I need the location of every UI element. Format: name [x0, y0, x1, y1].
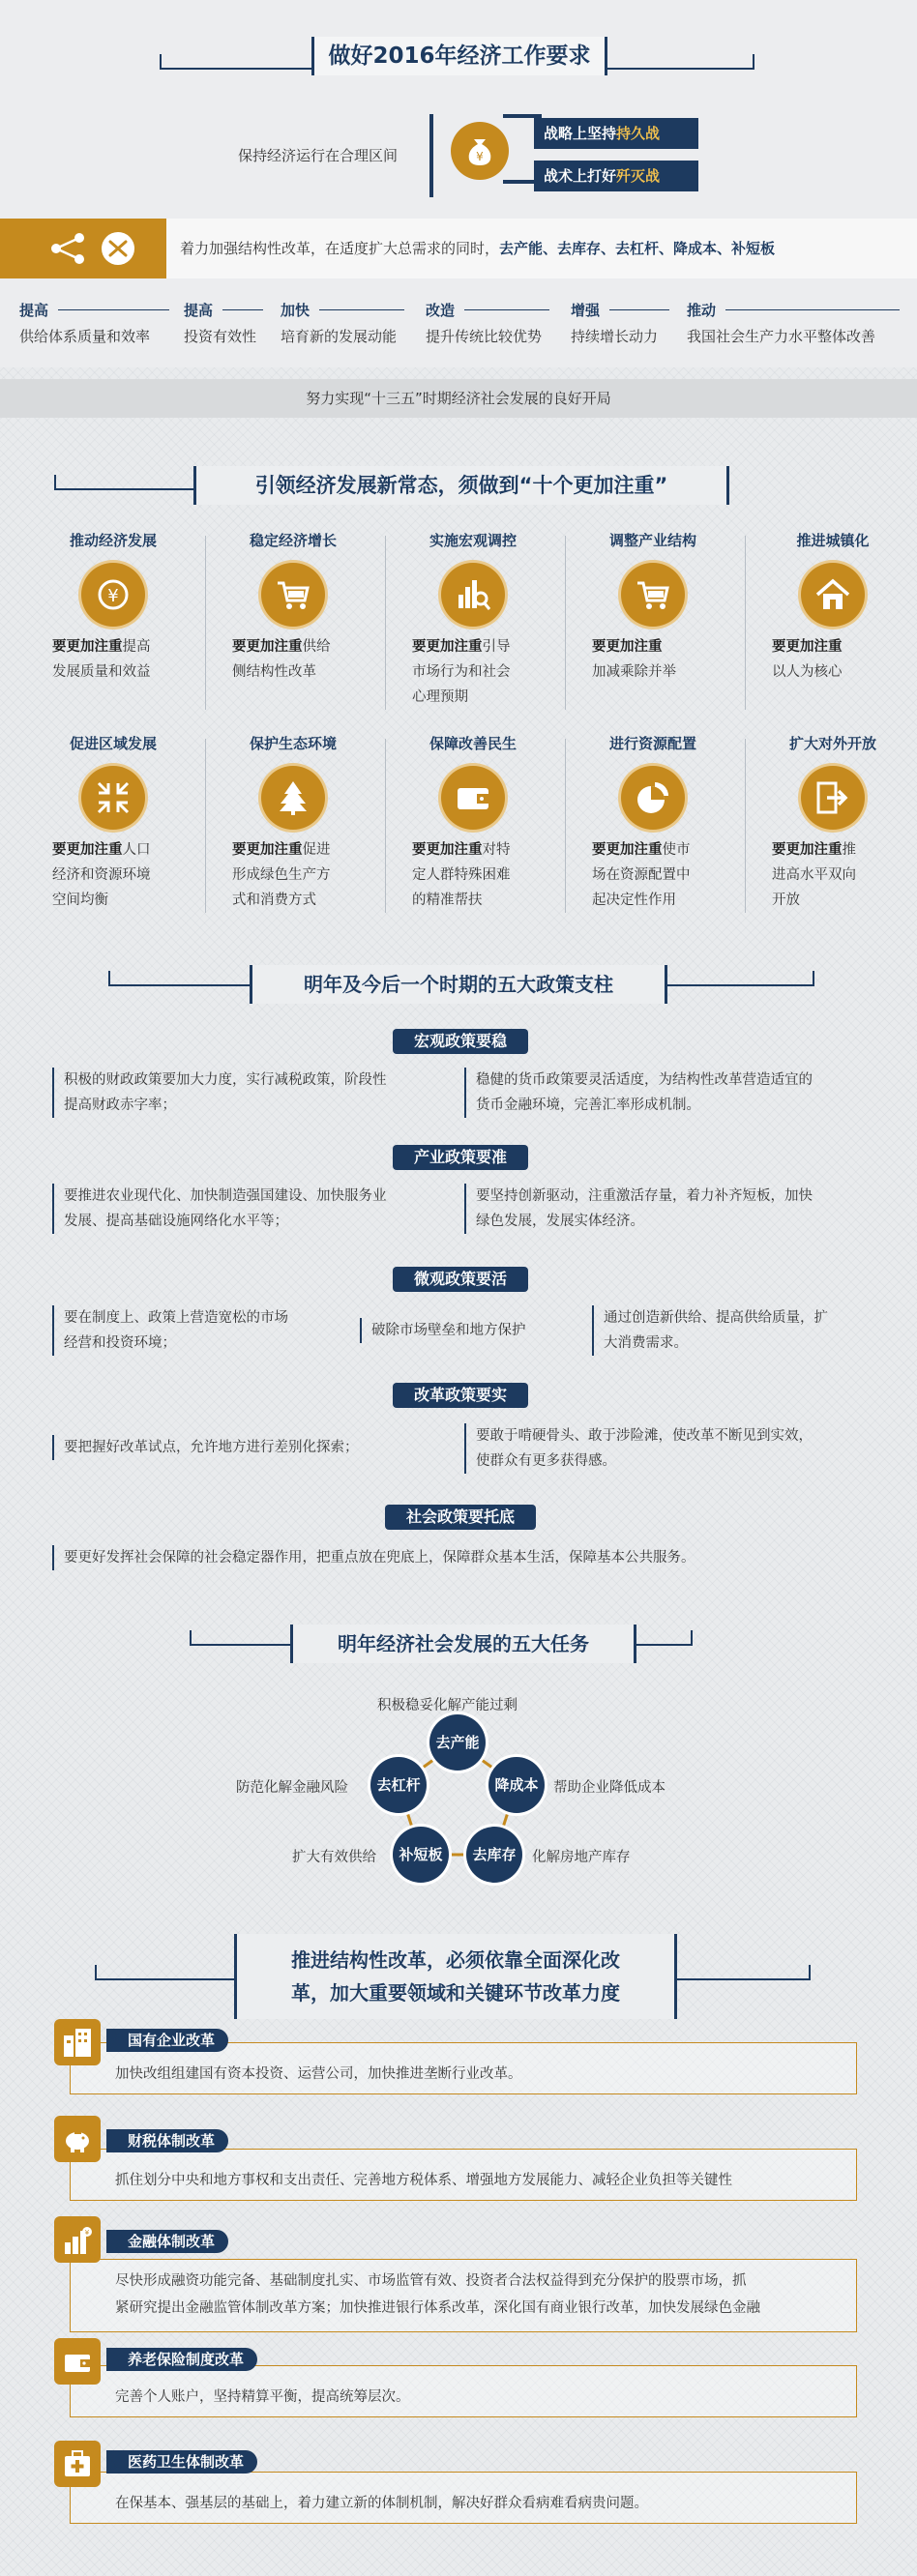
cart-icon: [261, 563, 325, 627]
header-frame-cap-right: [753, 54, 754, 68]
focus-label: 推动经济发展: [69, 532, 157, 549]
focus-desc: 要更加注重使市 场在资源配置中 起决定性作用: [592, 842, 691, 908]
column-divider: [385, 739, 386, 913]
reform-medical-box: 在保基本、强基层的基础上，着力建立新的体制机制，解决好群众看病难看病贵问题。: [70, 2472, 857, 2524]
pillar-micro-col-1: 要在制度上、政策上营造宽松的市场 经营和投资环境；: [52, 1305, 342, 1356]
goal-bar: 努力实现“十三五”时期经济社会发展的良好开局: [0, 379, 917, 418]
aim-item: 加快 培育新的发展动能: [281, 300, 397, 346]
focus-label: 促进区域发展: [69, 735, 157, 752]
yen-icon: [81, 563, 145, 627]
pillar-micro: 微观政策要活: [393, 1267, 528, 1292]
pillar-micro-col-3: 通过创造新供给、提高供给质量，扩 大消费需求。: [592, 1305, 873, 1356]
sec2-title: 明年及今后一个时期的五大政策支柱: [250, 965, 667, 1004]
medical-kit-icon: [54, 2441, 101, 2487]
column-divider: [745, 536, 746, 710]
wallet-icon: [441, 766, 505, 830]
bracket-bar: [429, 114, 433, 197]
sec1-title: 引领经济发展新常态，须做到“十个更加注重”: [193, 466, 729, 505]
task-label-cost: 帮助企业降低成本: [553, 1780, 666, 1796]
aim-item: 提高 投资有效性: [184, 300, 256, 346]
header-frame-cap-left: [160, 54, 162, 68]
pillar-social: 社会政策要托底: [385, 1505, 536, 1530]
focus-desc: 要更加注重 以人为核心: [772, 639, 843, 680]
focus-desc: 要更加注重人口 经济和资源环境 空间均衡: [52, 842, 151, 908]
piggy-bank-icon: [54, 2116, 101, 2162]
pie-icon: [621, 766, 685, 830]
column-divider: [565, 739, 566, 913]
money-bag-icon: [451, 122, 509, 180]
focus-desc: 要更加注重推 进高水平双向 开放: [772, 842, 856, 908]
column-divider: [565, 536, 566, 710]
focus-desc: 要更加注重 加减乘除并举: [592, 639, 676, 680]
reform-finance-box: 尽快形成融资功能完备、基础制度扎实、市场监管有效、投资者合法权益得到充分保护的股票市场，抓 紧研究提出金融监管体制改革方案；加快推进银行体系改革，深化国有商业银行改革，加快发展绿色金融: [70, 2259, 857, 2332]
task-label-shortboard: 扩大有效供给: [292, 1850, 376, 1865]
focus-label: 保护生态环境: [249, 735, 337, 752]
reform-finance-tag: 金融体制改革: [106, 2230, 228, 2253]
column-divider: [205, 536, 206, 710]
column-divider: [745, 739, 746, 913]
aim-item: 增强 持续增长动力: [571, 300, 658, 346]
pillar-micro-col-2: 破除市场壁垒和地方保护: [360, 1318, 575, 1343]
focus-label: 稳定经济增长: [249, 532, 337, 549]
share-tools-icon: [0, 219, 166, 278]
aims-row: [0, 300, 917, 348]
reform-pension-box: 完善个人账户，坚持精算平衡，提高统筹层次。: [70, 2365, 857, 2417]
task-node-shortboard: 补短板: [393, 1827, 449, 1883]
exit-arrow-icon: [801, 766, 865, 830]
house-icon: [801, 563, 865, 627]
focus-label: 保障改善民生: [429, 735, 517, 752]
coin-stack-icon: [54, 2216, 101, 2263]
aim-item: 推动 我国社会生产力水平整体改善: [687, 300, 875, 346]
column-divider: [385, 536, 386, 710]
svg-text:¥: ¥: [107, 586, 119, 606]
task-node-cost: 降成本: [488, 1757, 545, 1813]
column-divider: [205, 739, 206, 913]
pillar-social-col-1: 要更好发挥社会保障的社会稳定器作用，把重点放在兜底上，保障群众基本生活，保障基本公共服务。: [52, 1545, 871, 1570]
reform-fiscal-box: 抓住划分中央和地方事权和支出责任、完善地方税体系、增强地方发展能力、减轻企业负担等关键性: [70, 2149, 857, 2201]
task-label-inventory: 化解房地产库存: [532, 1850, 631, 1865]
focus-label: 调整产业结构: [608, 532, 696, 549]
pillar-macro-col-1: 积极的财政政策要加大力度，实行减税政策，阶段性 提高财政赤字率；: [52, 1068, 449, 1118]
svg-text:¥: ¥: [84, 2229, 90, 2237]
task-node-inventory: 去库存: [466, 1827, 522, 1883]
sec4-frame-cap-right: [809, 1965, 811, 1978]
task-top-label: 积极稳妥化解产能过剩: [377, 1698, 518, 1713]
wallet-icon: [54, 2338, 101, 2385]
banner-text: 着力加强结构性改革，在适度扩大总需求的同时，去产能、去库存、去杠杆、降成本、补短板: [180, 240, 776, 257]
reform-medical-tag: 医药卫生体制改革: [106, 2450, 257, 2474]
focus-desc: 要更加注重提高 发展质量和效益: [52, 639, 151, 680]
pillar-macro-col-2: 稳健的货币政策要灵活适度，为结构性改革营造适宜的 货币金融环境，完善汇率形成机制。: [464, 1068, 871, 1118]
task-node-leverage: 去杠杆: [370, 1757, 427, 1813]
focus-desc: 要更加注重供给 侧结构性改革: [232, 639, 331, 680]
sec3-frame-cap-right: [691, 1630, 693, 1644]
focus-label: 扩大对外开放: [788, 735, 876, 752]
sec2-frame-cap-right: [813, 971, 814, 984]
sec1-frame-cap-left: [54, 475, 56, 488]
cart-icon: [621, 563, 685, 627]
task-label-leverage: 防范化解金融风险: [236, 1780, 348, 1796]
focus-label: 推进城镇化: [796, 532, 870, 549]
reform-soe-tag: 国有企业改革: [106, 2029, 228, 2052]
aim-item: 提高 供给体系质量和效率: [19, 300, 150, 346]
sec3-frame-cap-left: [190, 1630, 192, 1644]
aim-item: 改造 提升传统比较优势: [426, 300, 542, 346]
pillar-industry: 产业政策要准: [393, 1145, 528, 1170]
focus-label: 实施宏观调控: [429, 532, 517, 549]
pillar-reform-col-1: 要把握好改革试点，允许地方进行差别化探索；: [52, 1435, 449, 1460]
reform-pension-tag: 养老保险制度改革: [106, 2348, 257, 2371]
stable-label: 保持经济运行在合理区间: [238, 147, 399, 164]
pillar-macro: 宏观政策要稳: [393, 1029, 528, 1054]
focus-desc: 要更加注重对特 定人群特殊困难 的精准帮扶: [412, 842, 511, 908]
pillar-reform-col-2: 要敢于啃硬骨头、敢于涉险滩，使改革不断见到实效， 使群众有更多获得感。: [464, 1423, 871, 1474]
sec2-frame-cap-left: [108, 971, 110, 984]
buildings-icon: [54, 2019, 101, 2065]
pillar-industry-col-2: 要坚持创新驱动，注重激活存量，着力补齐短板，加快 绿色发展，发展实体经济。: [464, 1184, 871, 1234]
tree-icon: [261, 766, 325, 830]
pillar-reform: 改革政策要实: [393, 1383, 528, 1408]
reform-soe-box: 加快改组组建国有资本投资、运营公司，加快推进垄断行业改革。: [70, 2042, 857, 2094]
arrows-in-icon: [81, 766, 145, 830]
svg-text:¥: ¥: [476, 150, 484, 163]
focus-desc: 要更加注重促进 形成绿色生产方 式和消费方式: [232, 842, 331, 908]
strategy-box: 战略上坚持持久战: [534, 118, 698, 149]
focus-label: 进行资源配置: [608, 735, 696, 752]
pillar-industry-col-1: 要推进农业现代化、加快制造强国建设、加快服务业 发展、提高基础设施网络化水平等；: [52, 1184, 449, 1234]
sec4-frame-cap-left: [95, 1965, 97, 1978]
banner-icon-block: [0, 219, 166, 278]
focus-desc: 要更加注重引导 市场行为和社会 心理预期: [412, 639, 511, 705]
sec4-title: 推进结构性改革，必须依靠全面深化改 革，加大重要领域和关键环节改革力度: [234, 1934, 677, 2019]
magnifier-chart-icon: [441, 563, 505, 627]
sec3-title: 明年经济社会发展的五大任务: [290, 1625, 636, 1663]
page-title: 做好2016年经济工作要求: [311, 37, 607, 75]
task-node-capacity: 去产能: [429, 1714, 486, 1771]
reform-fiscal-tag: 财税体制改革: [106, 2129, 228, 2152]
tactic-box: 战术上打好歼灭战: [534, 161, 698, 191]
